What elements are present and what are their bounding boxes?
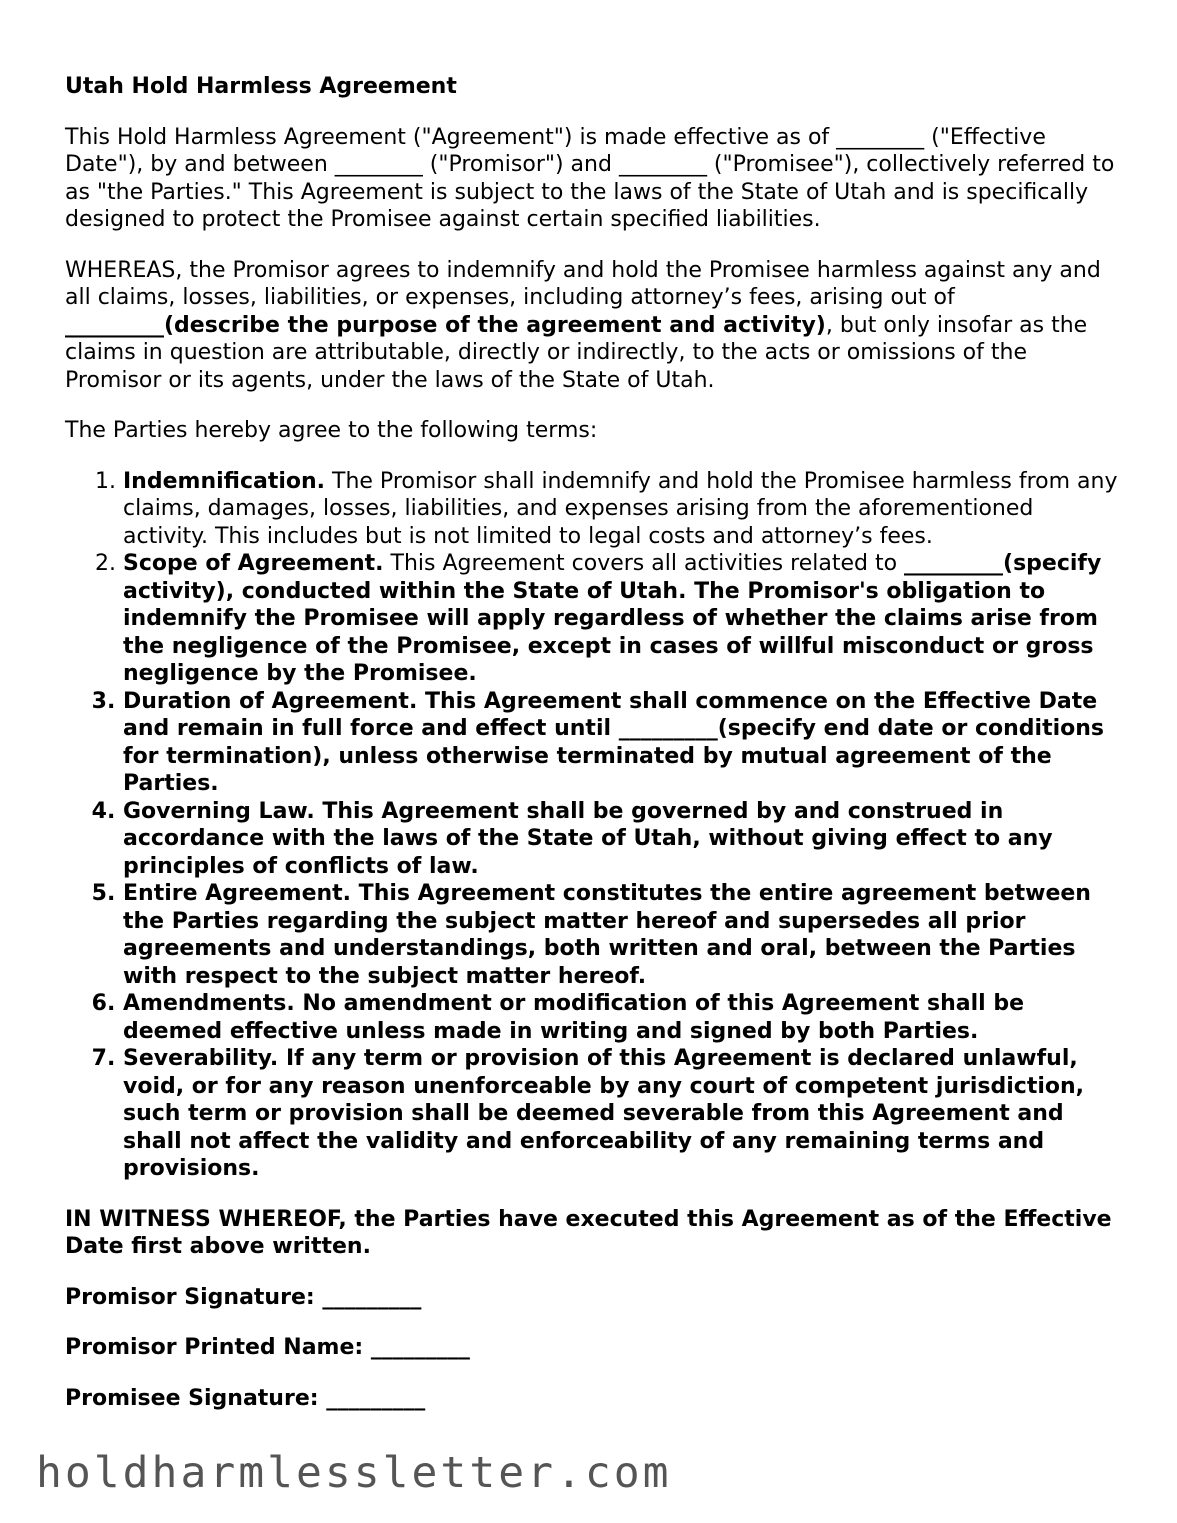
promisee-signature-line: Promisee Signature: _________: [65, 1385, 426, 1411]
promisor-signature-line: Promisor Signature: _________: [65, 1284, 422, 1310]
document-title: Utah Hold Harmless Agreement: [65, 74, 457, 99]
term-heading: Scope of Agreement.: [123, 551, 384, 576]
term-entire-agreement: 5. Entire Agreement. This Agreement constitutes the entire agreement between the Parties regarding the subject matter hereof and supersedes all prior agreements and understandings, both written and oral, between the Parties with respect to the subject matter hereof.: [123, 880, 1125, 990]
term-severability: 7. Severability. If any term or provision of this Agreement is declared unlawful, void, or for any reason unenforceable by any court of competent jurisdiction, such term or provision shall be deemed severable from this Agreement and shall not affect the validity and enforceability of any remaining terms and provisions.: [123, 1045, 1125, 1183]
whereas-purpose-blank: _________(describe the purpose of the agreement and activity): [65, 312, 826, 338]
whereas-tail: , but only insofar as the claims in question are attributable, directly or indirectly, to the acts or omissions of the Promisor or its agents, under the laws of the State of Utah.: [65, 312, 1088, 393]
term-governing-law: 4. Governing Law. This Agreement shall be governed by and construed in accordance with the laws of the State of Utah, without giving effect to any principles of conflicts of law.: [123, 798, 1125, 881]
term-amendments: 6. Amendments. No amendment or modification of this Agreement shall be deemed effective unless made in writing and signed by both Parties.: [123, 990, 1125, 1045]
terms-list: [65, 468, 1125, 1183]
term-heading: Indemnification.: [123, 468, 326, 494]
term-text: The Promisor shall indemnify and hold the Promisee harmless from any claims, damages, losses, liabilities, and expenses arising from the aforementioned activity. This includes but is not limited to legal costs and attorney’s fees.: [123, 468, 1118, 549]
witness-clause: IN WITNESS WHEREOF, the Parties have executed this Agreement as of the Effective Date first above written.: [65, 1206, 1112, 1259]
intro-paragraph: This Hold Harmless Agreement ("Agreement") is made effective as of ________ ("Effective Date"), by and between ________ ("Promisor") and ________ ("Promisee"), collectively referred to as "the Parties." This Agreement is subject to the laws of the State of Utah and is specifically designed to protect the Promisee against certain specified liabilities.: [65, 124, 1115, 232]
term-indemnification: [123, 468, 1125, 551]
whereas-paragraph: [65, 257, 1125, 395]
agreement-document: [65, 73, 1125, 1435]
term-duration: 3. Duration of Agreement. This Agreement shall commence on the Effective Date and remain in full force and effect until _________(specify end date or conditions for termination), unless otherwise terminated by mutual agreement of the Parties.: [123, 688, 1125, 798]
whereas-lead: WHEREAS, the Promisor agrees to indemnify and hold the Promisee harmless against any and all claims, losses, liabilities, or expenses, including attorney’s fees, arising out of: [65, 257, 1101, 310]
term-scope: [123, 550, 1125, 688]
promisor-printed-name-line: Promisor Printed Name: _________: [65, 1335, 470, 1360]
terms-intro: The Parties hereby agree to the following terms:: [65, 418, 598, 443]
term-text: This Agreement covers all activities related to: [383, 551, 905, 576]
term-text-bold: _________(specify activity), conducted within the State of Utah. The Promisor's obligation to indemnify the Promisee will apply regardless of whether the claims arise from the negligence of the Promisee, except in cases of willful misconduct or gross negligence by the Promisee.: [123, 551, 1102, 686]
site-watermark: holdharmlessletter.com: [36, 1448, 672, 1498]
